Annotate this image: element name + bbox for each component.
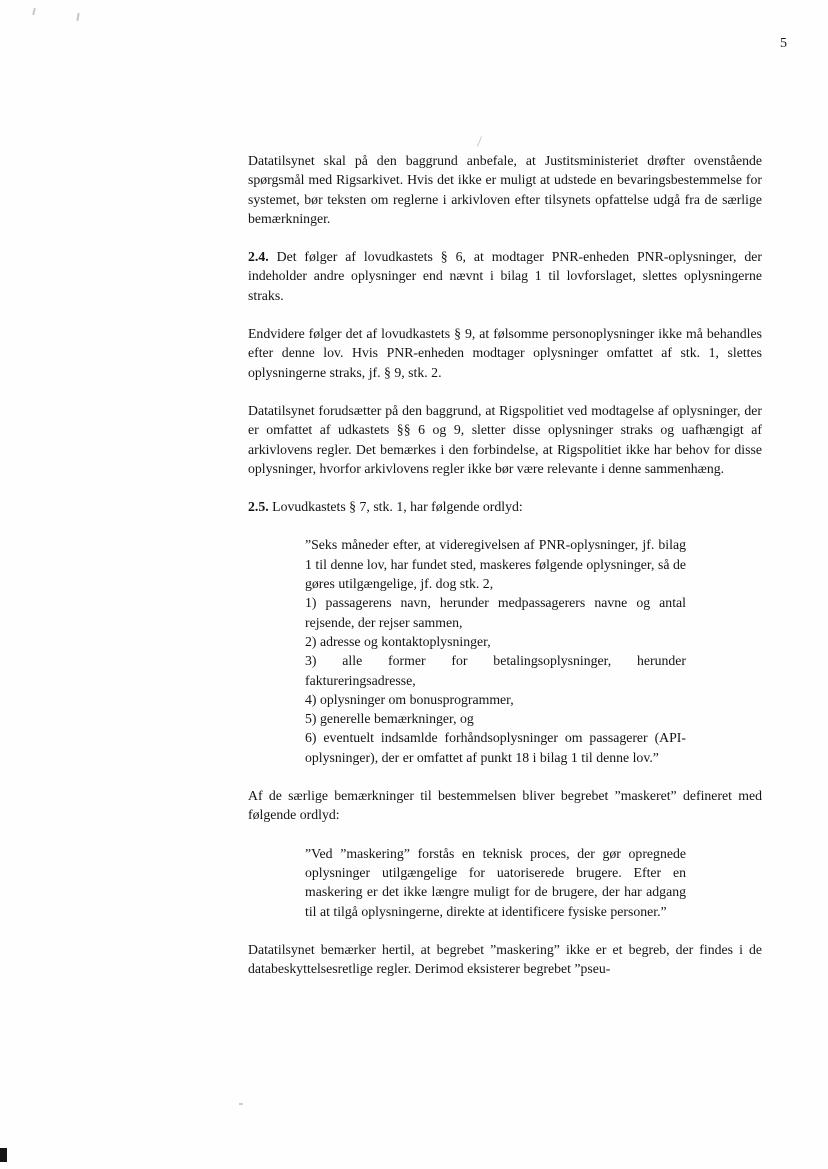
quote-line: 2) adresse og kontaktoplysninger, [305,633,491,649]
blockquote-section-7 [305,535,686,767]
page-number: 5 [780,36,787,51]
paragraph-bemaerker-hertil: Datatilsynet bemærker hertil, at begrebet ”maskering” ikke er et begreb, der findes i de databeskyttelsesretlige regler. Derimod eksisterer begrebet ”pseu- [248,941,762,977]
section-number-2-4: 2.4. [248,249,269,265]
quote-line: 1) passagerens navn, herunder medpassagerers navne og antal rejsende, der rejser sammen, [305,595,686,630]
paragraph-section-2-5-text: Lovudkastets § 7, stk. 1, har følgende ordlyd: [268,499,523,515]
paragraph-forudsaetter: Datatilsynet forudsætter på den baggrund, at Rigspolitiet ved modtagelse af oplysninger, der er omfattet af udkastets §§ 6 og 9, sletter disse oplysninger straks og uafhængigt af arkivlovens regler. Det bemærkes i den forbindelse, at Rigspolitiet ikke har behov for disse oplysninger, hvorfor arkivlovens regler ikke bør være relevante i denne sammenhæng. [248,402,762,476]
quote-line: 5) generelle bemærkninger, og [305,711,474,727]
paragraph-section-2-5 [248,497,762,516]
blockquote-maskering-definition [305,844,686,921]
quote-line: 4) oplysninger om bonusprogrammer, [305,691,514,707]
document-body [248,151,762,997]
paragraph-section-2-4 [248,247,762,305]
scan-artifact-slash [477,136,482,147]
quote-line: 6) eventuelt indsamlde forhåndsoplysninger om passagerer (API-oplysninger), der er omfattet af punkt 18 i bilag 1 til denne lov.” [305,730,686,765]
scan-artifact-edge [0,1148,7,1162]
paragraph-section-2-4-text: Det følger af lovudkastets § 6, at modtager PNR-enheden PNR-oplysninger, der indeholder andre oplysninger end nævnt i bilag 1 til lovforslaget, slettes oplysningerne straks. [248,249,762,303]
section-number-2-5: 2.5. [248,499,269,515]
scan-artifact-mark [32,8,36,15]
paragraph-intro: Datatilsynet skal på den baggrund anbefale, at Justitsministeriet drøfter ovenstående spørgsmål med Rigsarkivet. Hvis det ikke er muligt at udstede en bevaringsbestemmelse for systemet, bør teksten om reglerne i arkivloven efter tilsynets opfattelse udgå fra de særlige bemærkninger. [248,153,762,226]
quote-line: ”Ved ”maskering” forstås en teknisk proces, der gør opregnede oplysninger utilgængelige for uatoriserede brugere. Efter en maskering er det ikke længre muligt for de brugere, der har adgang til at tilgå oplysningerne, direkte at identificere fysiske personer.” [305,845,686,919]
scan-artifact-mark [76,13,79,21]
paragraph-maskeret: Af de særlige bemærkninger til bestemmelsen bliver begrebet ”maskeret” defineret med følgende ordlyd: [248,788,762,823]
scan-artifact-dot [239,1103,243,1105]
quote-line: ”Seks måneder efter, at videregivelsen af PNR-oplysninger, jf. bilag 1 til denne lov, har fundet sted, maskeres følgende oplysninger, så de gøres utilgængelige, jf. dog stk. 2, [305,537,686,592]
paragraph-endvidere: Endvidere følger det af lovudkastets § 9, at følsomme personoplysninger ikke må behandles efter denne lov. Hvis PNR-enheden modtager oplysninger omfattet af stk. 1, slettes oplysningerne straks, jf. § 9, stk. 2. [248,326,762,380]
quote-line: 3) alle former for betalingsoplysninger, herunder faktureringsadresse, [305,653,686,688]
